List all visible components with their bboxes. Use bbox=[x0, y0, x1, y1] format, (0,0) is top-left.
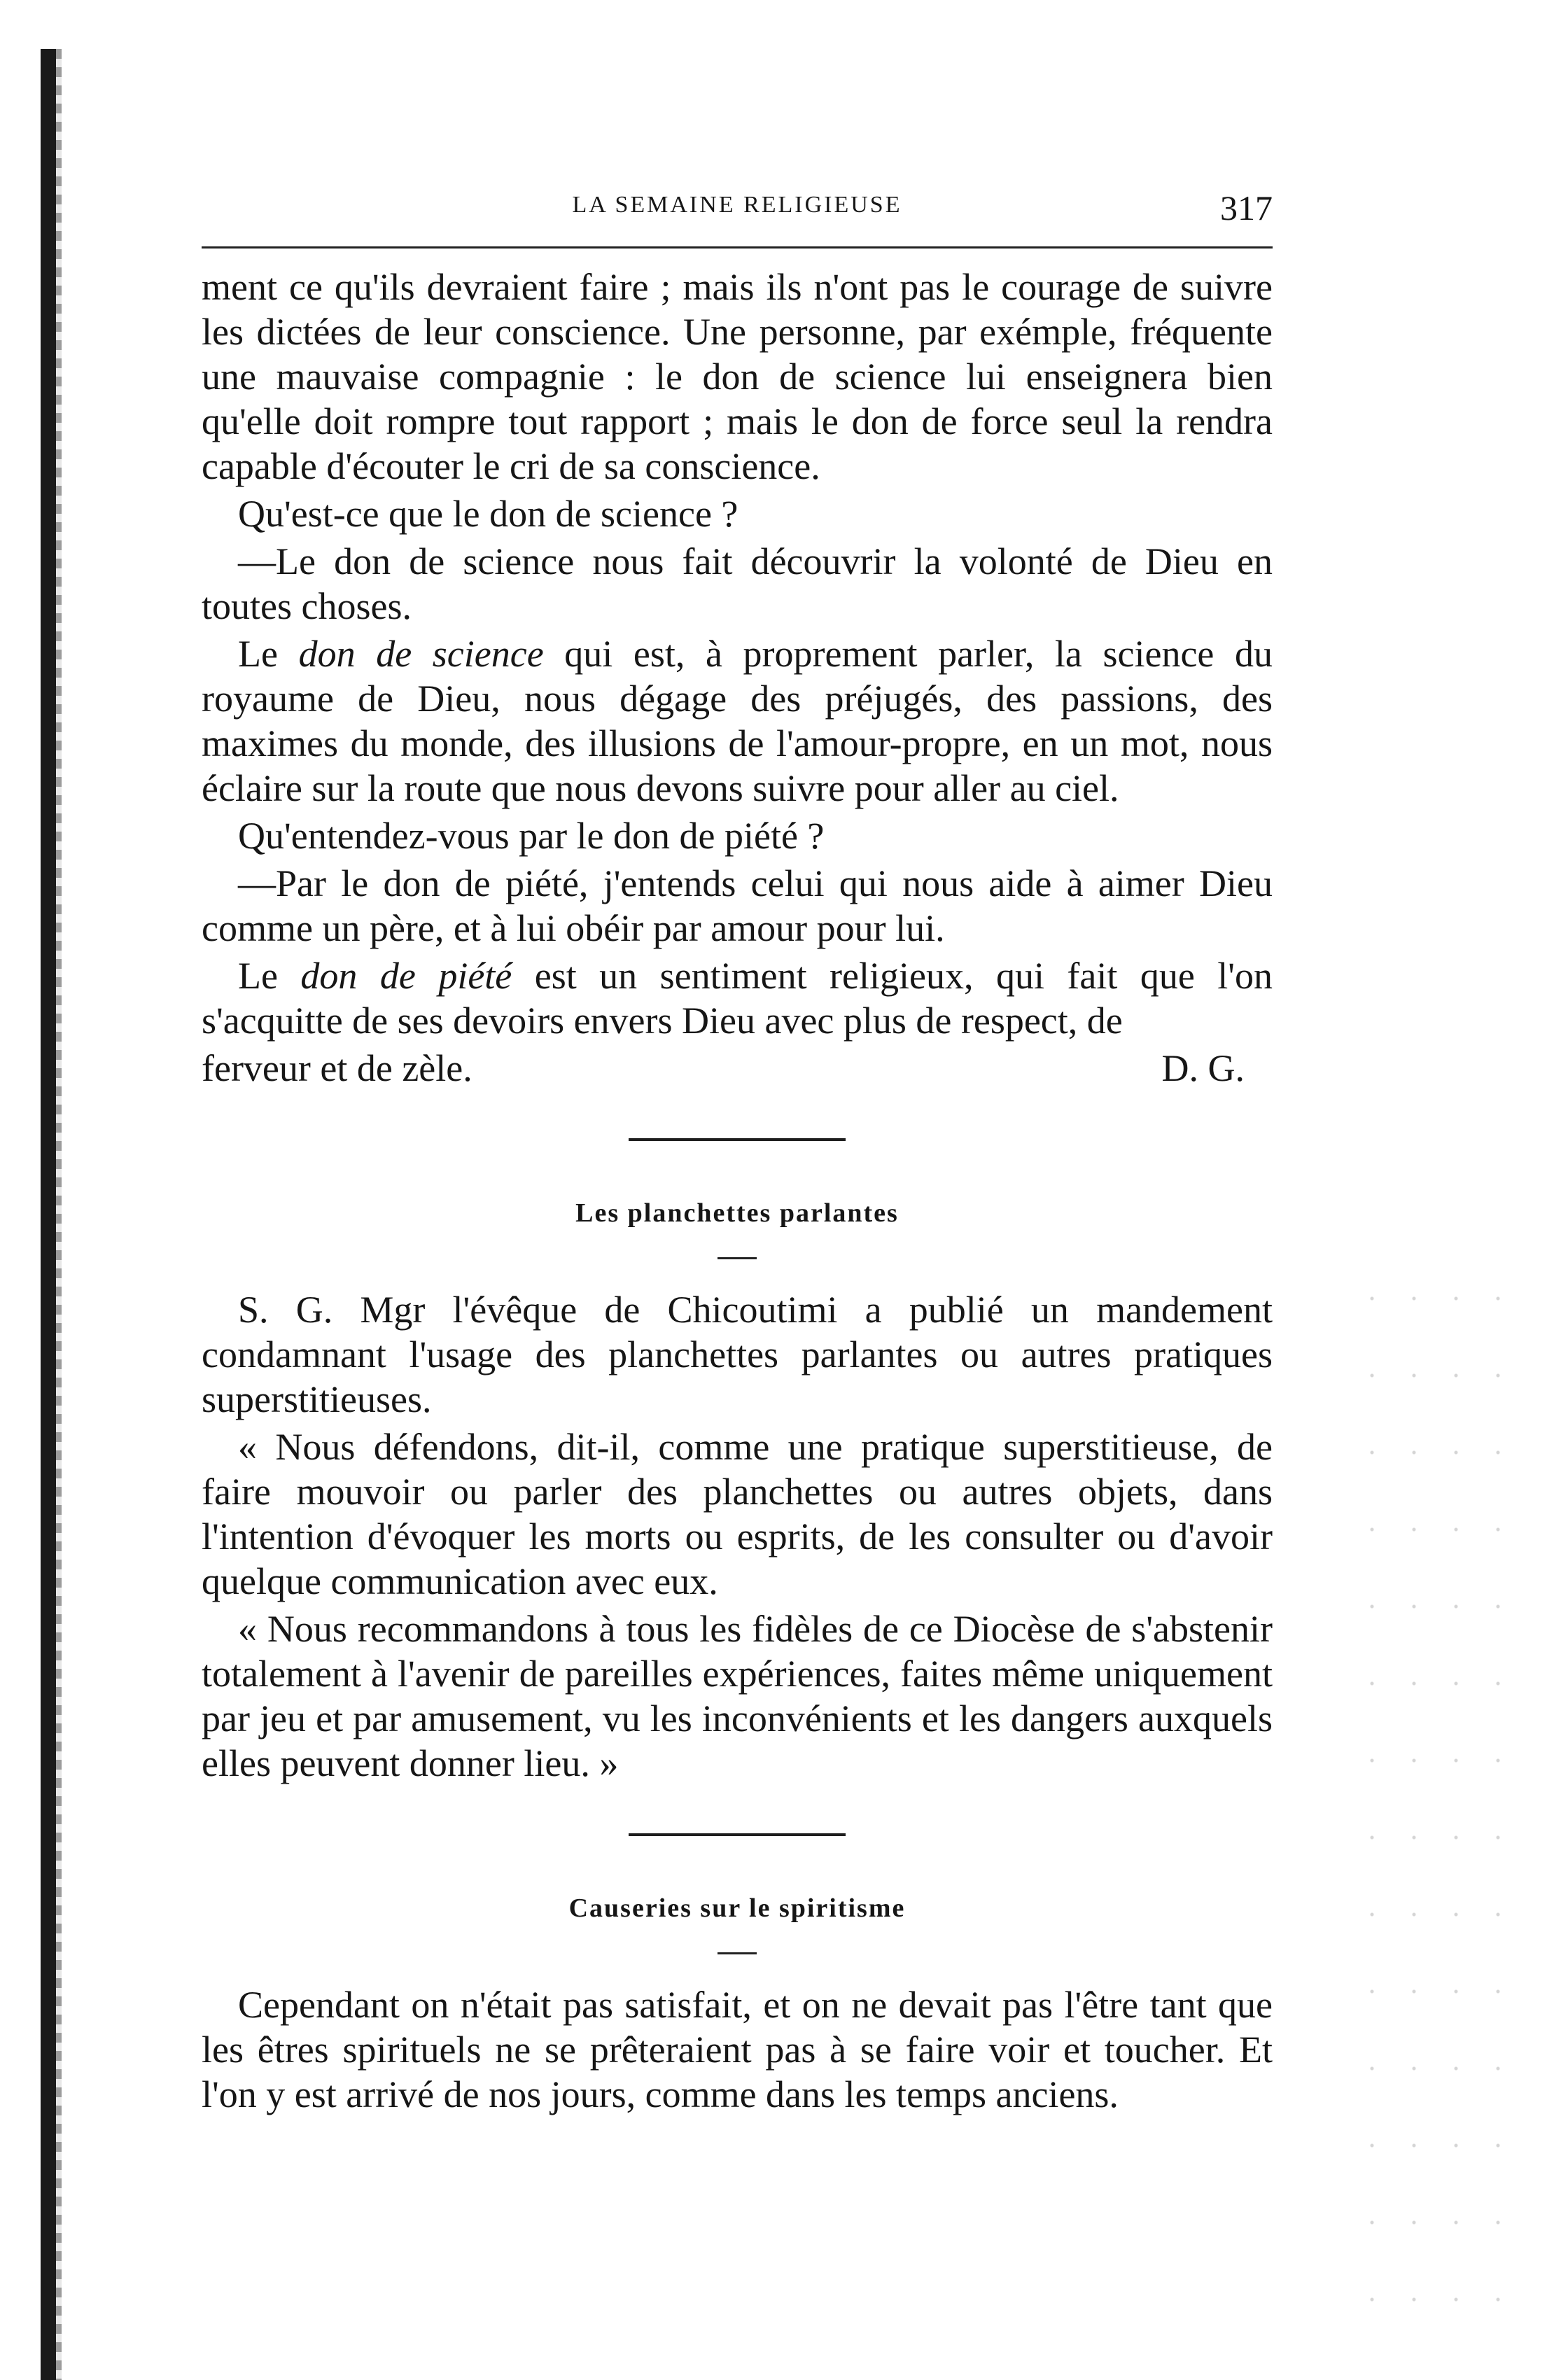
paragraph-don-de-piete bbox=[202, 953, 1273, 1043]
paragraph-prefix: Le bbox=[238, 955, 301, 997]
header-rule bbox=[202, 246, 1273, 248]
signature-line bbox=[202, 1046, 1273, 1091]
italic-term: don de piété bbox=[300, 955, 512, 997]
paragraph-continued: ment ce qu'ils devraient faire ; mais ils n'ont pas le courage de suivre les dictées de leur conscience. Une personne, par exémple, fréquente une mauvaise compagnie : le don de science lui enseignera bien qu'elle doit rompre tout rapport ; mais le don de force seul la rendra capable d'écouter le cri de sa conscience. bbox=[202, 266, 1273, 487]
italic-term: don de science bbox=[298, 633, 544, 675]
author-signature: D. G. bbox=[1161, 1047, 1245, 1089]
section-title-spiritisme: Causeries sur le spiritisme bbox=[568, 1893, 906, 1923]
answer-piete: —Par le don de piété, j'entends celui qui nous aide à aimer Dieu comme un père, et à lui obéir par amour pour lui. bbox=[202, 862, 1273, 949]
section-separator bbox=[629, 1833, 846, 1836]
paragraph-spiritisme: Cependant on n'était pas satisfait, et on ne devait pas l'être tant que les êtres spirituels ne se prêteraient pas à se faire voir et toucher. Et l'on y est arrivé de nos jours, comme dans les temps anciens. bbox=[202, 1984, 1273, 2115]
running-title: LA SEMAINE RELIGIEUSE bbox=[572, 192, 902, 218]
section-separator bbox=[629, 1138, 846, 1141]
paragraph-don-de-science bbox=[202, 631, 1273, 811]
title-dash bbox=[718, 1952, 757, 1954]
running-head bbox=[202, 188, 1273, 231]
paragraph-body: est un sentiment religieux, qui fait que l'on s'acquitte de ses devoirs envers Dieu avec plus de respect, de bbox=[202, 955, 1273, 1042]
question-science: Qu'est-ce que le don de science ? bbox=[238, 493, 738, 535]
text-block bbox=[202, 265, 1273, 2120]
answer-science: —Le don de science nous fait découvrir la volonté de Dieu en toutes choses. bbox=[202, 540, 1273, 627]
paragraph-last-line: ferveur et de zèle. bbox=[202, 1047, 472, 1089]
paragraph-mandement: S. G. Mgr l'évêque de Chicoutimi a publié un mandement condamnant l'usage des planchettes parlantes ou autres pratiques superstitieuses. bbox=[202, 1289, 1273, 1420]
title-dash bbox=[718, 1257, 757, 1259]
paragraph-quote-recommandons: « Nous recommandons à tous les fidèles de ce Diocèse de s'abstenir totalement à l'avenir de pareilles expériences, faites même uniquement par jeu et par amusement, vu les inconvénients et les dangers auxquels elles peuvent donner lieu. » bbox=[202, 1608, 1273, 1784]
paragraph-prefix: Le bbox=[238, 633, 299, 675]
section-title-planchettes: Les planchettes parlantes bbox=[575, 1198, 899, 1228]
page-number: 317 bbox=[1220, 188, 1273, 227]
paragraph-quote-defendons: « Nous défendons, dit-il, comme une pratique superstitieuse, de faire mouvoir ou parler des planchettes ou autres objets, dans l'intention d'évoquer les morts ou esprits, de les consulter ou d'avoir quelque communication avec eux. bbox=[202, 1426, 1273, 1602]
question-piete: Qu'entendez-vous par le don de piété ? bbox=[238, 815, 825, 857]
paragraph-body: qui est, à proprement parler, la science du royaume de Dieu, nous dégage des préjugés, des passions, des maximes du monde, des illusions de l'amour-propre, en un mot, nous éclaire sur la route que nous devons suivre pour aller au ciel. bbox=[202, 633, 1273, 809]
